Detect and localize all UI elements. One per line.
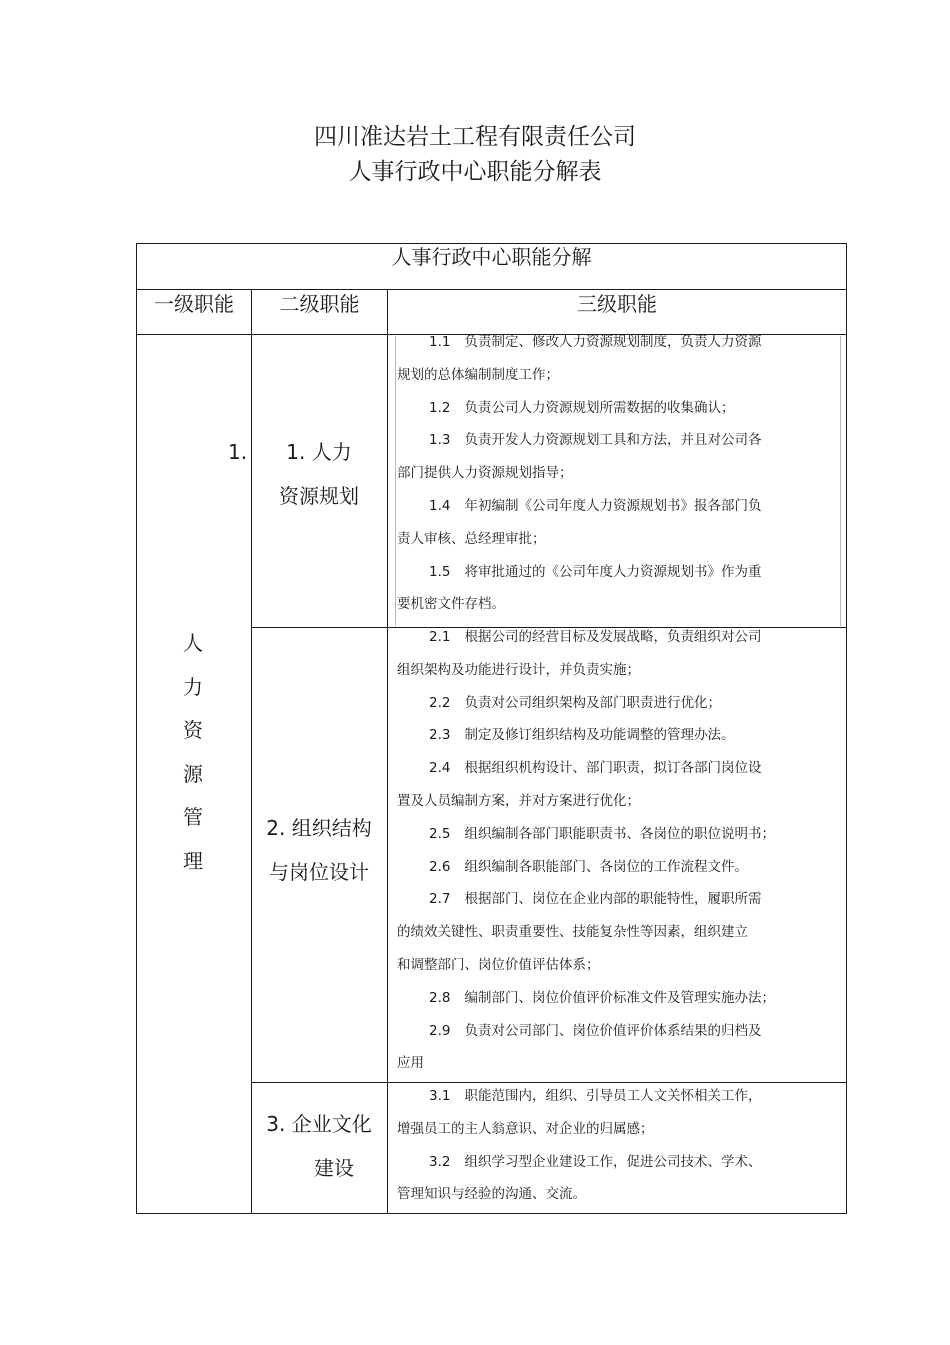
header-level1: 一级职能 <box>154 292 234 316</box>
level3-item <box>397 818 807 851</box>
level3-item <box>397 752 807 785</box>
level2-name-1 <box>252 430 386 518</box>
item-number: 1.1 <box>429 334 451 350</box>
item-text: 根据部门、岗位在企业内部的职能特性，履职所需 <box>464 891 762 908</box>
level2-line: 2. 组织结构 <box>266 816 372 840</box>
level3-item <box>397 621 807 654</box>
item-text: 将审批通过的《公司年度人力资源规划书》作为重 <box>464 563 762 580</box>
level3-item <box>397 424 807 457</box>
level3-group-1 <box>397 326 807 621</box>
header-level3: 三级职能 <box>577 292 657 316</box>
level1-name <box>178 622 208 883</box>
item-text: 职能范围内，组织、引导员工人文关怀相关工作， <box>464 1088 762 1104</box>
level3-item <box>397 982 807 1015</box>
document-title: 人事行政中心职能分解表 <box>348 159 602 185</box>
level2-line: 1. 人力 <box>286 440 352 464</box>
level3-item <box>397 687 807 720</box>
item-continuation: 组织架构及功能进行设计，并负责实施； <box>397 661 640 678</box>
item-text: 负责对公司组织架构及部门职责进行优化； <box>464 694 721 711</box>
item-text: 编制部门、岗位价值评价标准文件及管理实施办法； <box>464 989 775 1006</box>
item-number: 2.7 <box>429 891 451 908</box>
item-number: 1.3 <box>429 432 451 449</box>
table-caption: 人事行政中心职能分解 <box>391 245 592 269</box>
level1-char: 力 <box>183 674 203 699</box>
item-text: 组织编制各部门职能职责书、各岗位的职位说明书； <box>464 825 775 842</box>
item-number: 2.3 <box>429 727 451 744</box>
item-number: 2.2 <box>429 694 451 711</box>
item-number: 2.5 <box>429 825 451 842</box>
item-number: 2.6 <box>429 858 451 875</box>
level3-item <box>397 883 807 916</box>
item-number: 1.2 <box>429 399 451 416</box>
item-continuation: 要机密文件存档。 <box>397 596 505 613</box>
level3-item <box>397 1146 807 1179</box>
item-text: 负责公司人力资源规划所需数据的收集确认； <box>464 399 735 416</box>
level3-item <box>397 851 807 884</box>
item-continuation: 和调整部门、岗位价值评估体系； <box>397 956 600 973</box>
level2-line: 建设 <box>314 1156 354 1180</box>
item-continuation: 责人审核、总经理审批； <box>397 530 546 547</box>
item-text: 负责对公司部门、岗位价值评价体系结果的归档及 <box>464 1022 762 1039</box>
level1-char: 资 <box>183 718 203 742</box>
item-number: 2.8 <box>429 989 451 1006</box>
level2-line: 资源规划 <box>279 484 359 508</box>
level1-number: 1. <box>228 440 248 464</box>
company-name: 四川准达岩土工程有限责任公司 <box>314 124 636 150</box>
item-continuation: 应用 <box>397 1055 424 1072</box>
level3-item <box>397 556 807 589</box>
level2-line: 3. 企业文化 <box>266 1112 372 1136</box>
level1-char: 理 <box>183 848 203 873</box>
item-number: 2.1 <box>429 629 451 645</box>
item-number: 1.5 <box>429 563 451 580</box>
level2-name-2 <box>252 806 386 894</box>
item-text: 负责制定、修改人力资源规划制度，负责人力资源 <box>464 334 762 350</box>
level1-char: 管 <box>183 805 203 829</box>
item-text: 制定及修订组织结构及功能调整的管理办法。 <box>464 727 735 744</box>
level3-item <box>397 1080 807 1113</box>
level2-name-3 <box>252 1102 386 1190</box>
item-continuation: 规划的总体编制制度工作； <box>397 366 559 383</box>
item-text: 组织编制各职能部门、各岗位的工作流程文件。 <box>464 858 748 875</box>
item-number: 2.4 <box>429 760 451 777</box>
item-text: 年初编制《公司年度人力资源规划书》报各部门负 <box>464 497 762 514</box>
level3-item <box>397 490 807 523</box>
item-continuation: 部门提供人力资源规划指导； <box>397 465 573 482</box>
level3-group-2 <box>397 621 807 1080</box>
item-continuation: 增强员工的主人翁意识、对企业的归属感； <box>397 1120 654 1137</box>
level3-item <box>397 326 807 359</box>
item-number: 3.1 <box>429 1088 451 1104</box>
level1-char: 人 <box>183 631 203 655</box>
header-level2: 二级职能 <box>279 292 360 316</box>
item-text: 根据组织机构设计、部门职责，拟订各部门岗位设 <box>464 760 762 777</box>
level1-char: 源 <box>183 761 203 786</box>
level3-group-3 <box>397 1080 807 1211</box>
item-continuation: 管理知识与经验的沟通、交流。 <box>397 1186 586 1203</box>
item-continuation: 的绩效关键性、职责重要性、技能复杂性等因素，组织建立 <box>397 924 748 941</box>
item-continuation: 置及人员编制方案，并对方案进行优化； <box>397 792 640 809</box>
item-text: 根据公司的经营目标及发展战略，负责组织对公司 <box>464 629 762 645</box>
item-number: 2.9 <box>429 1022 451 1039</box>
level2-line: 与岗位设计 <box>269 860 369 884</box>
level3-item <box>397 392 807 425</box>
item-number: 3.2 <box>429 1153 451 1170</box>
item-text: 负责开发人力资源规划工具和方法，并且对公司各 <box>464 432 762 449</box>
level3-item <box>397 1015 807 1048</box>
item-number: 1.4 <box>429 497 451 514</box>
item-text: 组织学习型企业建设工作，促进公司技术、学术、 <box>464 1153 762 1170</box>
level3-item <box>397 719 807 752</box>
